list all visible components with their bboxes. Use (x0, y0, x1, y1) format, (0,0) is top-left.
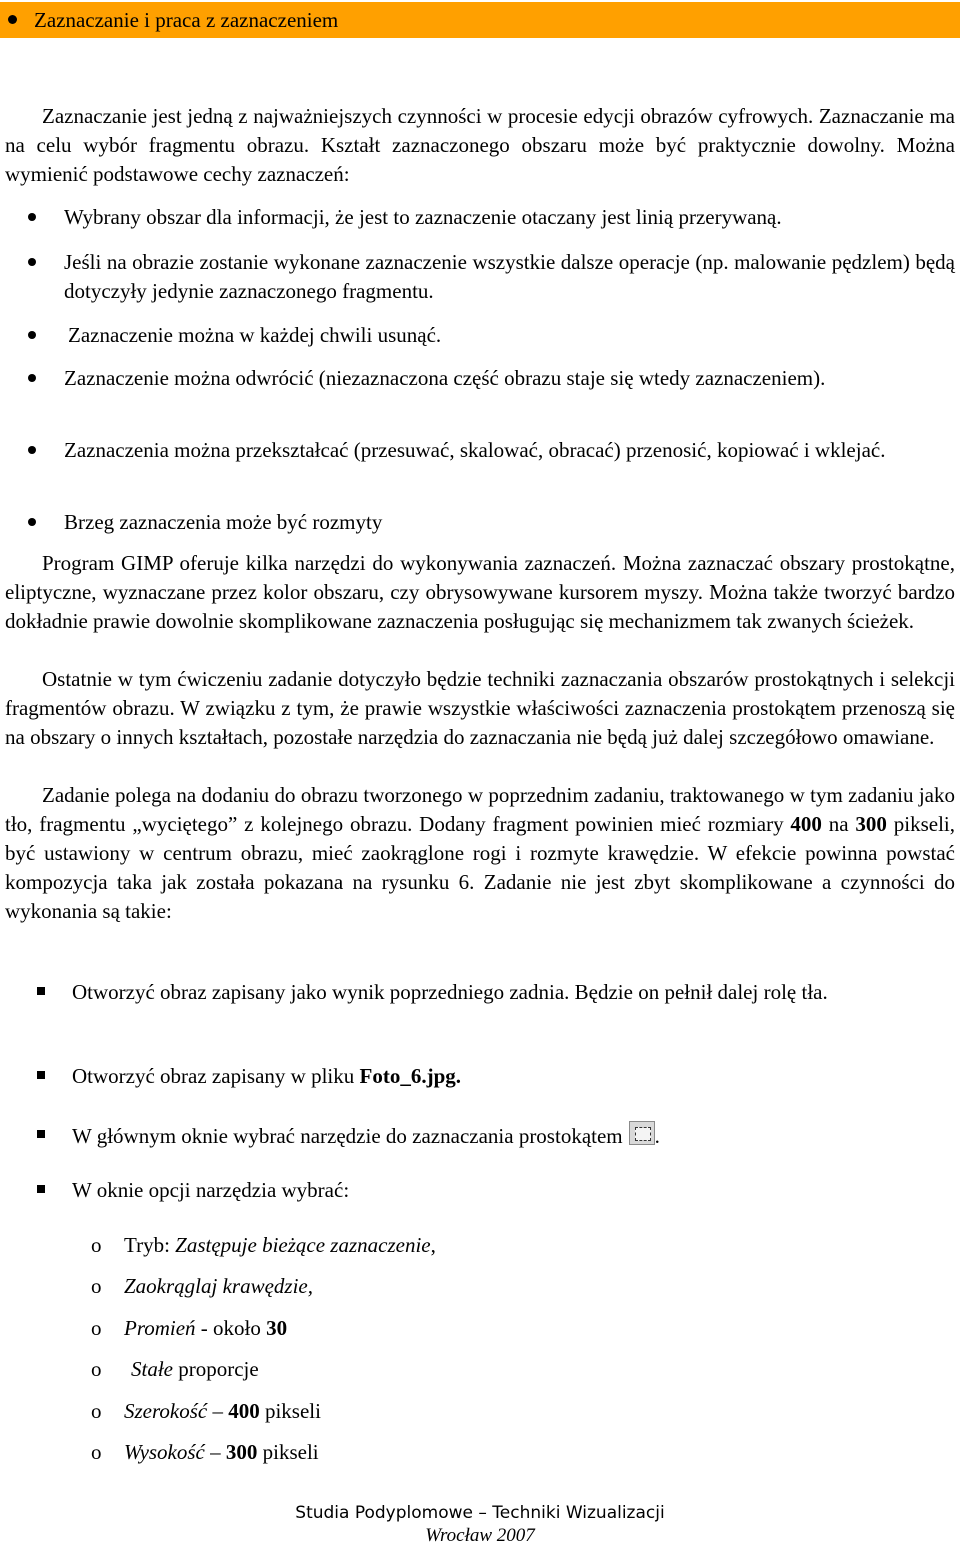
option-text: pikseli (257, 1440, 319, 1464)
option-item (124, 1314, 924, 1343)
option-label: Wysokość (124, 1440, 205, 1464)
step-text: W głównym oknie wybrać narzędzie do zaznaczania prostokątem (72, 1124, 623, 1148)
list-item: Brzeg zaznaczenia może być rozmyty (64, 510, 383, 534)
bullet-icon (8, 15, 17, 24)
option-label: Szerokość (124, 1399, 208, 1423)
list-item: Zaznaczenie można odwrócić (niezaznaczona część obrazu staje się wtedy zaznaczeniem). (64, 366, 826, 390)
option-text: , (430, 1233, 436, 1257)
option-item: Zaokrąglaj krawędzie, (124, 1274, 313, 1298)
option-item (131, 1355, 931, 1384)
footer-line-1: Studia Podyplomowe – Techniki Wizualizacji (295, 1503, 665, 1523)
square-bullet-icon (37, 987, 45, 995)
option-text: – (207, 1399, 229, 1423)
task-text: na (821, 812, 856, 836)
list-item: Zaznaczenia można przekształcać (przesuwać, skalować, obracać) przenosić, kopiować i wklejać. (64, 438, 886, 462)
gimp-paragraph: Program GIMP oferuje kilka narzędzi do wykonywania zaznaczeń. Można zaznaczać obszary prostokątne, eliptyczne, wyznaczane przez kolor obszaru, czy obrysowywane kursorem myszy. Można także tworzyć bardzo dokładnie prawie dowolnie skomplikowane zaznaczenia posługując się mechanizmem tak zwanych ścieżek. (5, 551, 955, 633)
option-text: – (204, 1440, 226, 1464)
circle-bullet-icon: o (91, 1316, 102, 1340)
selection-marquee (635, 1127, 651, 1141)
option-text: pikseli (259, 1399, 321, 1423)
option-value: 300 (225, 1440, 258, 1464)
intro-paragraph: Zaznaczanie jest jedną z najważniejszych czynności w procesie edycji obrazów cyfrowych. Zaznaczanie ma na celu wybór fragmentu obrazu. Kształt zaznaczonego obszaru może być praktycznie dowolny. Można wymienić podstawowe cechy zaznaczeń: (5, 104, 955, 186)
step-text: Otworzyć obraz zapisany w pliku (72, 1064, 360, 1088)
bullet-icon (28, 213, 36, 221)
bullet-icon (28, 374, 36, 382)
option-item (124, 1397, 924, 1426)
list-item: Jeśli na obrazie zostanie wykonane zaznaczenie wszystkie dalsze operacje (np. malowanie pędzlem) będą dotyczyły jedynie zaznaczonego fragmentu. (64, 250, 955, 303)
option-value: 30 (266, 1316, 288, 1340)
circle-bullet-icon: o (91, 1274, 102, 1298)
step-item: Otworzyć obraz zapisany jako wynik poprzedniego zadnia. Będzie on pełnił dalej rolę tła. (72, 980, 828, 1004)
bullet-icon (28, 446, 36, 454)
option-label: Tryb: (124, 1233, 176, 1257)
file-name: Foto_6.jpg. (359, 1064, 461, 1088)
option-label: Promień (124, 1316, 196, 1340)
task-paragraph (5, 781, 955, 926)
rect-select-tool-icon (629, 1121, 655, 1145)
option-value: Zastępuje bieżące zaznaczenie (175, 1233, 431, 1257)
option-label: Stałe (131, 1357, 173, 1381)
task-height: 300 (855, 812, 887, 836)
circle-bullet-icon: o (91, 1357, 102, 1381)
step-item (72, 1121, 955, 1151)
circle-bullet-icon: o (91, 1399, 102, 1423)
square-bullet-icon (37, 1130, 45, 1138)
footer-line-2: Wrocław 2007 (425, 1525, 535, 1546)
step-item (72, 1062, 955, 1091)
section-heading (0, 2, 960, 38)
list-item: Wybrany obszar dla informacji, że jest to zaznaczenie otaczany jest linią przerywaną. (64, 205, 782, 229)
option-item (124, 1231, 924, 1260)
step-text: . (654, 1124, 660, 1148)
circle-bullet-icon: o (91, 1233, 102, 1257)
option-text: proporcje (173, 1357, 259, 1381)
summary-paragraph: Ostatnie w tym ćwiczeniu zadanie dotyczyło będzie techniki zaznaczania obszarów prostokątnych i selekcji fragmentów obrazu. W związku z tym, że prawie wszystkie właściwości zaznaczenia prostokątem przenoszą się na obszary o innych kształtach, pozostałe narzędzia do zaznaczania nie będą już dalej szczegółowo omawiane. (5, 667, 955, 749)
task-width: 400 (790, 812, 822, 836)
square-bullet-icon (37, 1185, 45, 1193)
list-item: Zaznaczenie można w każdej chwili usunąć. (68, 323, 442, 347)
task-text: pikseli, być ustawiony w centrum obrazu, mieć zaokrąglone rogi i rozmyte krawędzie. W efekcie powinna powstać kompozycja taka jak została pokazana na rysunku 6. Zadanie nie jest zbyt skomplikowane a czynności do wykonania są takie: (5, 812, 956, 923)
section-heading-text: Zaznaczanie i praca z zaznaczeniem (34, 8, 339, 32)
option-value: 400 (228, 1399, 260, 1423)
square-bullet-icon (37, 1071, 45, 1079)
circle-bullet-icon: o (91, 1440, 102, 1464)
option-text: - około (195, 1316, 267, 1340)
option-item (124, 1438, 924, 1467)
bullet-icon (28, 518, 36, 526)
task-text: Zadanie polega na dodaniu do obrazu tworzonego w poprzednim zadaniu, traktowanego w tym zadaniu jako tło, fragmentu „wyciętego” z kolejnego obrazu. Dodany fragment powinien mieć rozmiary (5, 783, 955, 836)
bullet-icon (28, 331, 36, 339)
step-item: W oknie opcji narzędzia wybrać: (72, 1178, 350, 1202)
bullet-icon (28, 258, 36, 266)
